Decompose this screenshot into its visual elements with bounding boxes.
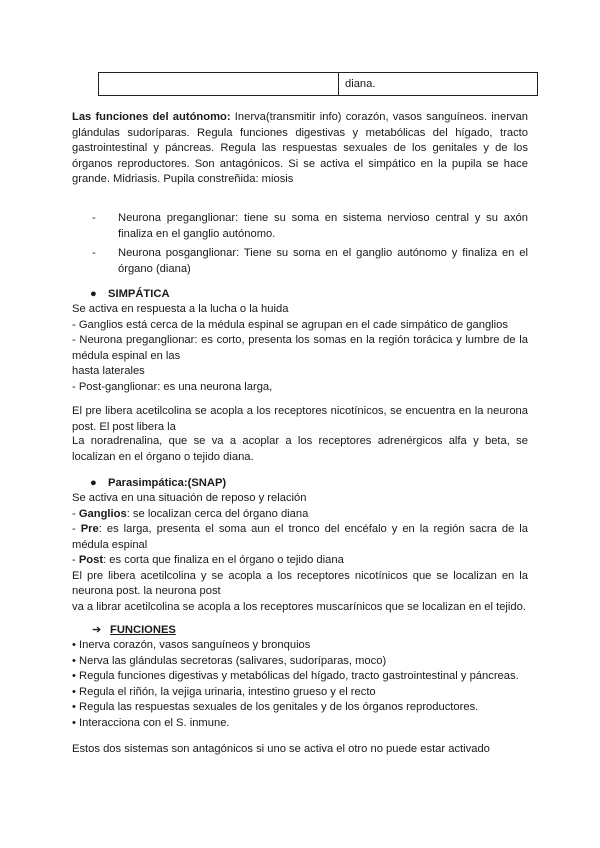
list-item: • Regula funciones digestivas y metabólicas del hígado, tracto gastrointestinal y páncreas. [72,670,519,682]
bullet-icon: ● [90,288,97,300]
simpatica-para2: La noradrenalina, que se va a acoplar a los receptores adrenérgicos alfa y beta, se localizan en el órgano o tejido diana. [72,435,528,463]
dash-marker: - [92,212,96,224]
parasimpatica-para1: El pre libera acetilcolina y se acopla a los receptores nicotínicos que se localizan en la neurona post. la neurona post [72,569,528,597]
simpatica-heading [90,287,170,303]
post-line: - Post: es corta que finaliza en el órgano o tejido diana [72,554,344,566]
parasimpatica-title: Parasimpática:(SNAP) [108,477,227,489]
list-item: • Regula el riñón, la vejiga urinaria, intestino grueso y el recto [72,685,376,698]
simpatica-line: - Neurona preganglionar: es corto, presenta los somas en la región torácica y lumbre de la médula espinal en las [72,334,528,362]
list-item [92,211,528,242]
post-label: Post [78,554,104,566]
pre-label: Pre [80,523,99,535]
list-item-text: Neurona posganglionar: Tiene su soma en el ganglio autónomo y finaliza en el órgano (diana) [118,247,528,275]
neuron-list [92,211,528,281]
list-item: • Inerva corazón, vasos sanguíneos y bronquios [72,639,311,651]
list-item [92,246,528,277]
simpatica-line: hasta laterales [72,365,145,377]
funciones-heading [92,623,176,639]
list-item: • Regula las respuestas sexuales de los genitales y de los órganos reproductores. [72,701,479,713]
table-row [98,72,538,96]
autonomo-text: Inerva(transmitir info) corazón, vasos sanguíneos. inervan glándulas sudoríparas. Regula funciones digestivas y metabólicas del hígado, tracto gastrointestinal y páncreas. Regula las respuestas sexuales de los genitales y de los órganos reproductores. Son antagónicos. Si se activa el simpático en la pupila se hace grande. Midriasis. Pupila constreñida: miosis [72,111,529,185]
table-cell-empty [99,73,339,95]
pre-text: : es larga, presenta el soma aun el tronco del encéfalo y en la región sacra de la médula espinal [72,523,528,551]
dash-marker: - [92,247,96,259]
simpatica-line: - Post-ganglionar: es una neurona larga, [72,380,273,393]
parasimpatica-para2: va a librar acetilcolina se acopla a los receptores muscarínicos que se localizan en el tejido. [72,600,526,613]
autonomo-label: Las funciones del autónomo: [72,111,231,123]
list-item: • Nerva las glándulas secretoras (salivares, sudoríparas, moco) [72,654,387,667]
simpatica-body [72,302,528,395]
simpatica-line: Se activa en respuesta a la lucha o la huida [72,303,289,315]
funciones-list [72,638,528,731]
closing-paragraph: Estos dos sistemas son antagónicos si uno se activa el otro no puede estar activado [72,743,490,755]
autonomo-paragraph [72,110,528,188]
ganglios-label: Ganglios [78,507,127,520]
list-item-text: Neurona preganglionar: tiene su soma en sistema nervioso central y su axón finaliza en el ganglio autónomo. [118,212,528,240]
parasimpatica-body [72,491,528,615]
funciones-title: FUNCIONES [110,624,176,636]
table-cell-diana: diana. [345,78,376,90]
simpatica-title: SIMPÁTICA [108,288,170,300]
list-item: • Interacciona con el S. inmune. [72,716,230,729]
ganglios-line: - Ganglios: se localizan cerca del órgano diana [72,507,309,520]
ganglios-text: : se localizan cerca del órgano diana [126,507,309,520]
bullet-icon: ● [90,477,97,489]
pre-line: - Pre: es larga, presenta el soma aun el tronco del encéfalo y en la región sacra de la médula espinal [72,523,528,551]
arrow-right-icon: ➔ [92,624,102,636]
simpatica-para1: El pre libera acetilcolina se acopla a los receptores nicotínicos, se encuentra en la neurona post. El post libera la [72,405,528,433]
parasimpatica-heading [90,476,226,492]
parasimpatica-line: Se activa en una situación de reposo y relación [72,492,307,504]
simpatica-line: - Ganglios está cerca de la médula espinal se agrupan en el cade simpático de ganglios [72,318,508,331]
post-text: : es corta que finaliza en el órgano o tejido diana [103,554,344,566]
